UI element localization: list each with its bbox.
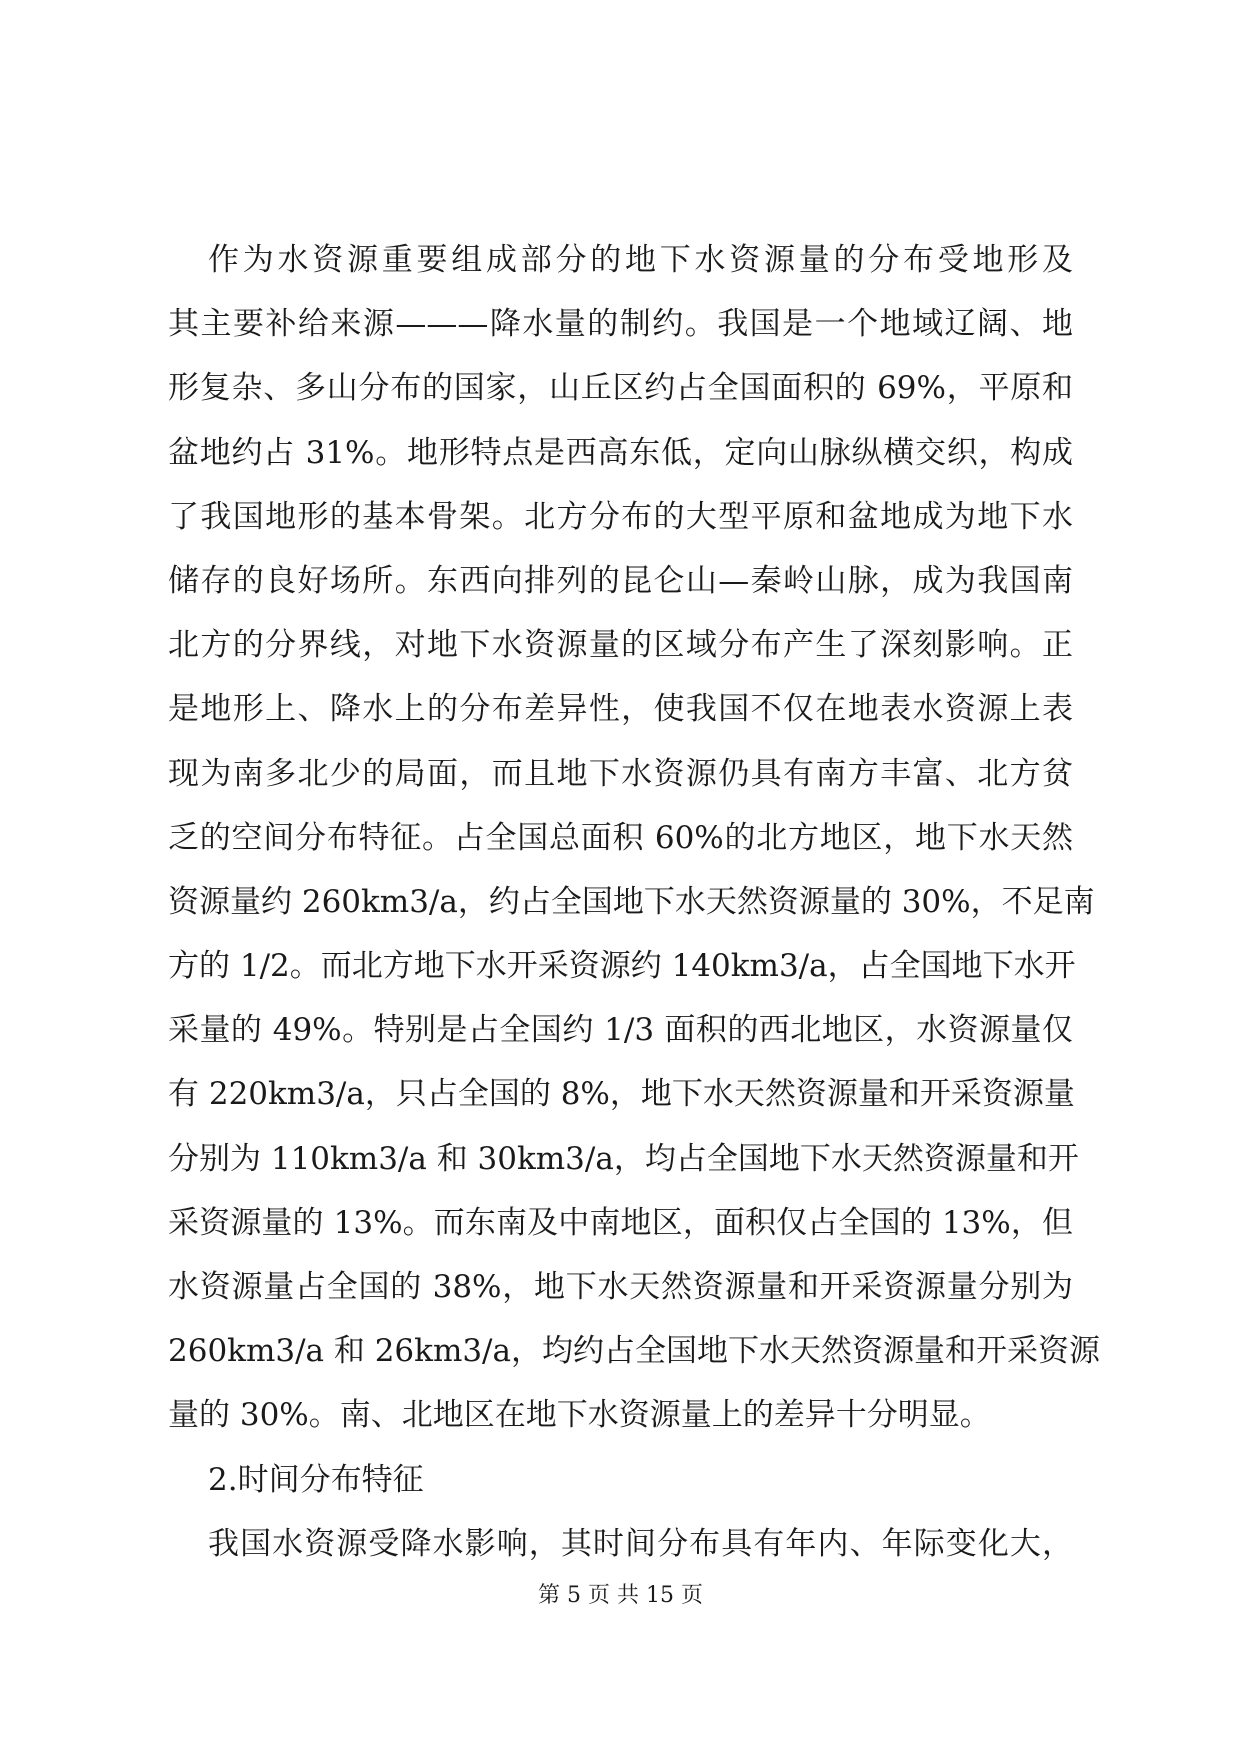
text-line: 方的 1/2。而北方地下水开采资源约 140km3/a，占全国地下水开	[168, 948, 1076, 985]
text-line: 2.时间分布特征	[208, 1461, 424, 1498]
text-line: 乏的空间分布特征。占全国总面积 60%的北方地区，地下水天然	[168, 819, 1073, 856]
text-line: 盆地约占 31%。地形特点是西高东低，定向山脉纵横交织，构成	[168, 434, 1073, 471]
text-line: 北方的分界线，对地下水资源量的区域分布产生了深刻影响。正	[168, 627, 1073, 664]
page-footer: 第 5 页 共 15 页	[538, 1583, 703, 1608]
text-line: 分别为 110km3/a 和 30km3/a，均占全国地下水天然资源量和开	[168, 1140, 1079, 1177]
text-line: 有 220km3/a，只占全国的 8%，地下水天然资源量和开采资源量	[168, 1076, 1075, 1113]
text-line: 形复杂、多山分布的国家，山丘区约占全国面积的 69%，平原和	[168, 370, 1073, 407]
text-line: 作为水资源重要组成部分的地下水资源量的分布受地形及	[208, 242, 1073, 278]
text-line: 了我国地形的基本骨架。北方分布的大型平原和盆地成为地下水	[168, 498, 1073, 535]
body-text	[168, 228, 1100, 1576]
text-line: 水资源量占全国的 38%，地下水天然资源量和开采资源量分别为	[168, 1269, 1073, 1305]
text-line: 其主要补给来源———降水量的制约。我国是一个地域辽阔、地	[168, 306, 1073, 343]
text-line: 是地形上、降水上的分布差异性，使我国不仅在地表水资源上表	[168, 691, 1073, 728]
text-line: 储存的良好场所。东西向排列的昆仑山—秦岭山脉，成为我国南	[168, 562, 1073, 599]
text-line: 采资源量的 13%。而东南及中南地区，面积仅占全国的 13%，但	[168, 1204, 1073, 1241]
text-line: 资源量约 260km3/a，约占全国地下水天然资源量的 30%，不足南	[168, 883, 1095, 920]
text-line: 量的 30%。南、北地区在地下水资源量上的差异十分明显。	[168, 1397, 991, 1434]
text-line: 现为南多北少的局面，而且地下水资源仍具有南方丰富、北方贫	[168, 755, 1073, 792]
text-line: 260km3/a 和 26km3/a，均约占全国地下水天然资源量和开采资源	[168, 1333, 1100, 1370]
text-line: 采量的 49%。特别是占全国约 1/3 面积的西北地区，水资源量仅	[168, 1012, 1073, 1049]
text-line: 我国水资源受降水影响，其时间分布具有年内、年际变化大，	[208, 1525, 1073, 1562]
